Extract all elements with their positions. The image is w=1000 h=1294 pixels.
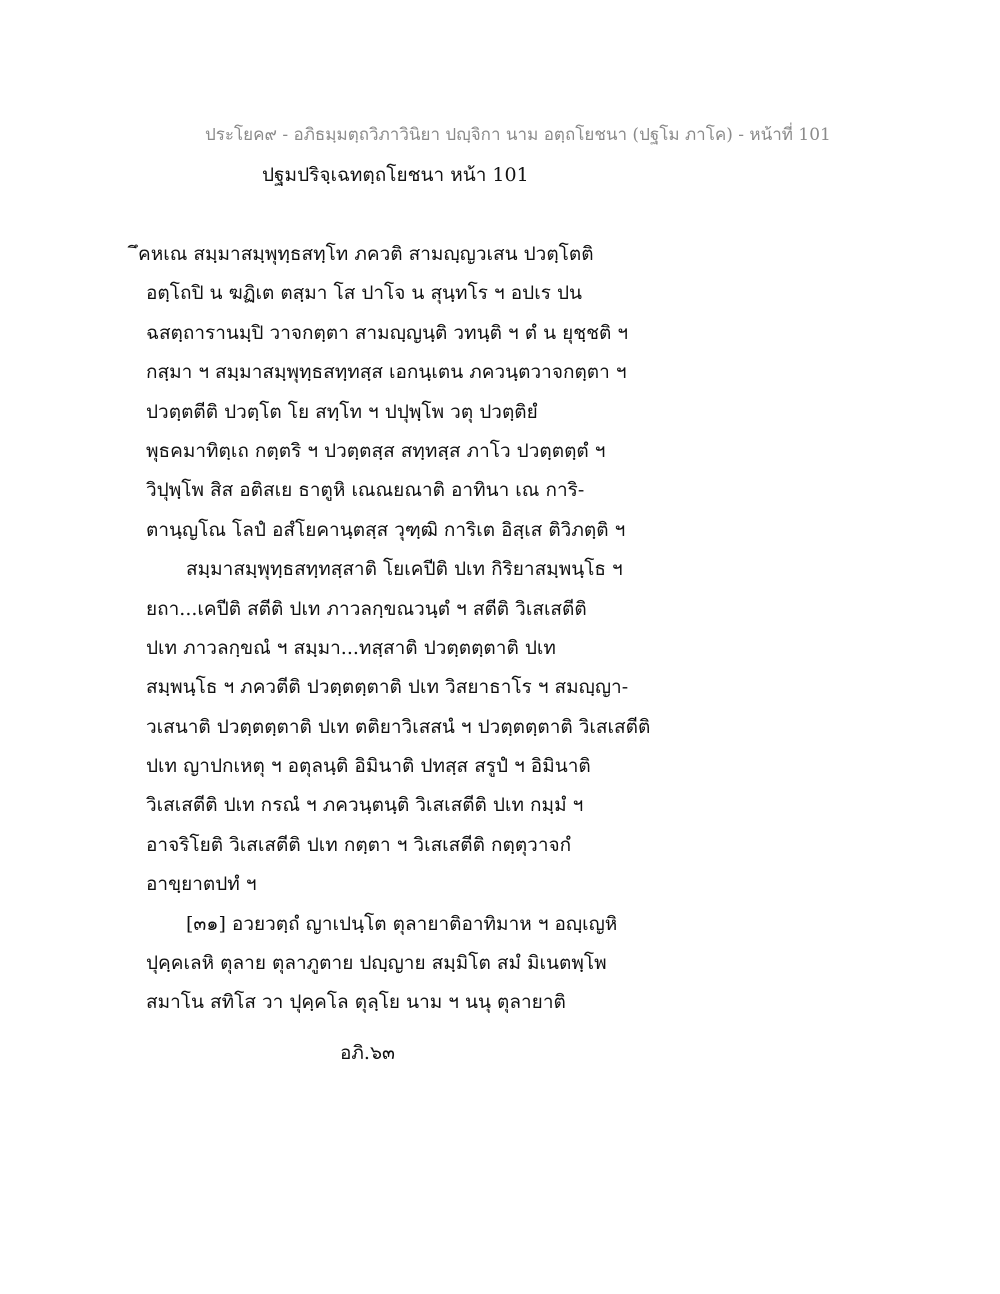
text-line: สมาโน สทิโส วา ปุคฺคโล ตุลฺโย นาม ฯ นนุ ตุลายาติ [146,991,566,1014]
text-line: ปเท ญาปกเหตุ ฯ อตุลนฺติ อิมินาติ ปทสฺส สรูปํ ฯ อิมินาติ [146,755,591,778]
text-line: ยถา...เคปีติ สตีติ ปเท ภาวลกฺขณวนฺตํ ฯ สตีติ วิเสเสตีติ [146,597,587,620]
text-line: ปวตฺตตีติ ปวตฺโต โย สทฺโท ฯ ปปุพฺโพ วตุ ปวตฺติยํ [146,400,538,423]
text-line: อาขฺยาตปทํ ฯ [146,873,257,896]
text-line: ึคหเณ สมฺมาสมฺพุทฺธสทฺโท ภควติ สามญฺญวเสน ปวตฺโตติ [138,243,594,265]
page-marker: อภิ.๖๓ [340,1042,396,1064]
text-line: วิปุพฺโพ สิส อติสเย ธาตูหิ เณณยณาติ อาทินา เณ การิ- [146,479,585,502]
text-line: ตานฺญโณ โลปํ อสํโยคานฺตสฺส วุฑฺฒิ การิเต อิสฺเส ติวิภตฺติ ฯ [146,518,626,541]
text-line: สมฺพนฺโธ ฯ ภควตีติ ปวตฺตตฺตาติ ปเท วิสยาธาโร ฯ สมญฺญา- [146,676,629,699]
text-line: อาจริโยติ วิเสเสตีติ ปเท กตฺตา ฯ วิเสเสตีติ กตฺตุวาจกํ [146,833,572,856]
body-text [138,235,706,1023]
running-header: ประโยค๙ - อภิธมฺมตฺถวิภาวินิยา ปญฺจิกา นาม อตฺถโยชนา (ปฐโม ภาโค) - หน้าที่ 101 [205,125,831,145]
text-line: ปเท ภาวลกฺขณํ ฯ สมฺมา...ทสฺสาติ ปวตฺตตฺตาติ ปเท [146,636,556,659]
text-line: ปุคฺคเลหิ ตุลาย ตุลาภูตาย ปญฺญาย สมฺมิโต สมํ มิเนตพฺโพ [146,952,607,975]
text-line: อตฺโถปิ น ฆฏิเต ตสฺมา โส ปาโจ น สุนฺทโร ฯ อปเร ปน [146,282,582,305]
paragraph-start-line: สมฺมาสมฺพุทฺธสทฺทสฺสาติ โยเคปีติ ปเท กิริยาสมฺพนฺโธ ฯ [186,558,623,581]
text-line: วเสนาติ ปวตฺตตฺตาติ ปเท ตติยาวิเสสนํ ฯ ปวตฺตตฺตาติ วิเสเสตีติ [146,715,651,738]
paragraph-start-line: [๓๑] อวยวตฺถํ ญาเปนฺโต ตุลายาติอาทิมาห ฯ อญฺเญหิ [186,912,618,935]
text-line: พุธคมาทิตฺเถ กตฺตริ ฯ ปวตฺตสฺส สทฺทสฺส ภาโว ปวตฺตตฺตํ ฯ [146,439,606,462]
text-line: ฉสตฺถารานมฺปิ วาจกตฺตา สามญฺญนฺติ วทนฺติ ฯ ตํ น ยุชฺชติ ฯ [146,321,629,344]
text-line: กสฺมา ฯ สมฺมาสมฺพุทฺธสทฺทสฺส เอกนฺเตน ภควนฺตวาจกตฺตา ฯ [146,361,627,384]
section-title: ปฐมปริจฺเฉทตฺถโยชนา หน้า 101 [262,164,529,186]
text-line: วิเสเสตีติ ปเท กรณํ ฯ ภควนฺตนฺติ วิเสเสตีติ ปเท กมฺมํ ฯ [146,794,584,817]
